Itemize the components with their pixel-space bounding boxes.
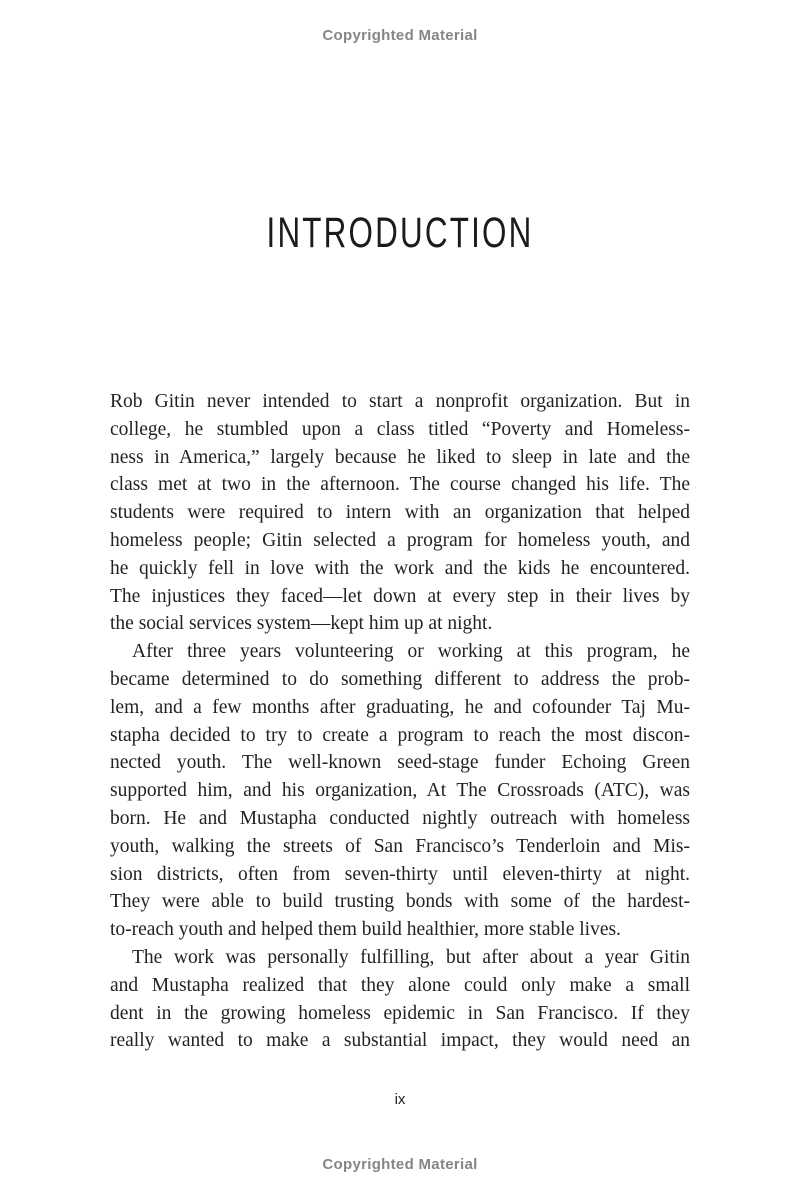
page-number: ix <box>394 1091 406 1108</box>
text-line: college, he stumbled upon a class titled “Poverty and Homeless- <box>110 418 690 440</box>
text-line: became determined to do something different to address the prob- <box>110 668 690 690</box>
text-line: youth, walking the streets of San Francisco’s Tenderloin and Mis- <box>110 835 690 857</box>
chapter-title: INTRODUCTION <box>266 209 534 257</box>
text-line: to-reach youth and helped them build healthier, more stable lives. <box>110 919 621 941</box>
copyright-notice-bottom: Copyrighted Material <box>322 1156 478 1173</box>
text-line: really wanted to make a substantial impact, they would need an <box>110 1030 690 1052</box>
text-line: lem, and a few months after graduating, he and cofounder Taj Mu- <box>110 696 690 718</box>
text-line: sion districts, often from seven-thirty until eleven-thirty at night. <box>110 863 690 885</box>
text-line: The injustices they faced—let down at every step in their lives by <box>110 585 690 607</box>
text-line: born. He and Mustapha conducted nightly outreach with homeless <box>110 807 690 829</box>
text-line: supported him, and his organization, At The Crossroads (ATC), was <box>110 780 690 802</box>
text-line: he quickly fell in love with the work and the kids he encountered. <box>110 557 690 579</box>
text-line: and Mustapha realized that they alone could only make a small <box>110 974 690 996</box>
text-line: dent in the growing homeless epidemic in San Francisco. If they <box>110 1002 690 1024</box>
text-line: the social services system—kept him up at night. <box>110 613 493 635</box>
text-line: They were able to build trusting bonds with some of the hardest- <box>110 891 690 913</box>
text-line: ness in America,” largely because he liked to sleep in late and the <box>110 446 690 468</box>
text-line: students were required to intern with an organization that helped <box>110 502 690 524</box>
text-line: class met at two in the afternoon. The course changed his life. The <box>110 474 690 496</box>
text-line: homeless people; Gitin selected a program for homeless youth, and <box>110 529 690 551</box>
copyright-notice-top: Copyrighted Material <box>322 27 478 44</box>
text-line: nected youth. The well-known seed-stage funder Echoing Green <box>110 752 690 774</box>
text-line: After three years volunteering or working at this program, he <box>132 641 690 663</box>
text-line: stapha decided to try to create a program to reach the most discon- <box>110 724 690 746</box>
text-line: The work was personally fulfilling, but after about a year Gitin <box>132 946 690 968</box>
body-text <box>110 388 690 1055</box>
text-line: Rob Gitin never intended to start a nonprofit organization. But in <box>110 391 690 412</box>
